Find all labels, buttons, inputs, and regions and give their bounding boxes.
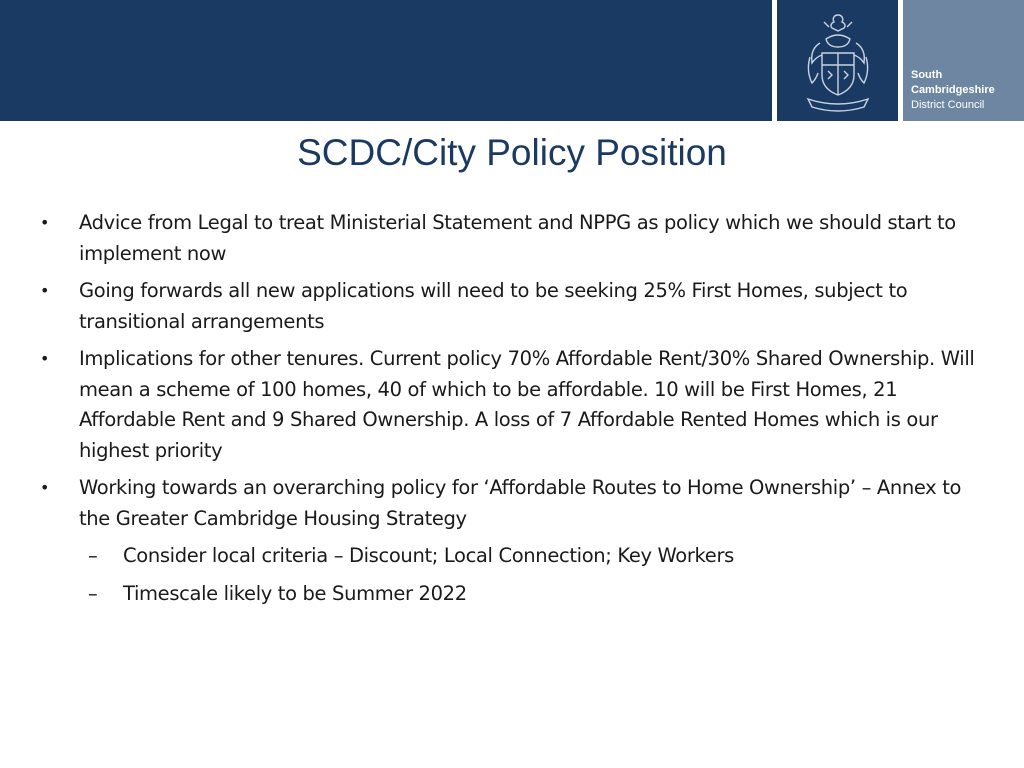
sub-bullet-marker: –: [88, 544, 98, 567]
council-name-line: District Council: [911, 99, 985, 111]
sub-bullet-text: Consider local criteria – Discount; Local Connection; Key Workers: [123, 544, 734, 567]
council-name-line: Cambridgeshire: [911, 84, 995, 96]
sub-bullet-item: [38, 541, 988, 572]
bullet-item: [38, 473, 988, 534]
crest-panel: [777, 0, 898, 121]
bullet-marker: •: [40, 349, 50, 368]
sub-bullet-item: [38, 579, 988, 610]
sub-bullet-marker: –: [88, 581, 98, 605]
bullet-text: Going forwards all new applications will need to be seeking 25% First Homes, subject to transitional arrangements: [79, 279, 908, 333]
bullet-item: [38, 276, 988, 337]
council-name-panel: [903, 0, 1024, 121]
sub-bullet-text: Timescale likely to be Summer 2022: [123, 581, 467, 605]
bullet-item: [38, 208, 988, 269]
bullet-marker: •: [40, 213, 50, 232]
bullet-text: Working towards an overarching policy for ‘Affordable Routes to Home Ownership’ – Annex to the Greater Cambridge Housing Strategy: [79, 476, 962, 530]
slide-title: SCDC/City Policy Position: [297, 132, 727, 173]
bullet-text: Implications for other tenures. Current policy 70% Affordable Rent/30% Shared Ownership. Will mean a scheme of 100 homes, 40 of which to be affordable. 10 will be First Homes, 21 Affordable Rent and 9 Shared Ownership. A loss of 7 Affordable Rented Homes which is our highest priority: [79, 347, 975, 462]
bullet-list: [38, 208, 988, 616]
council-crest-icon: [798, 9, 878, 113]
bullet-item: [38, 344, 988, 466]
bullet-marker: •: [40, 478, 50, 497]
header-bar: [0, 0, 772, 121]
council-name-line: South: [911, 69, 943, 81]
council-name: [911, 68, 1023, 113]
bullet-text: Advice from Legal to treat Ministerial Statement and NPPG as policy which we should start to implement now: [79, 211, 956, 265]
bullet-marker: •: [40, 281, 50, 300]
